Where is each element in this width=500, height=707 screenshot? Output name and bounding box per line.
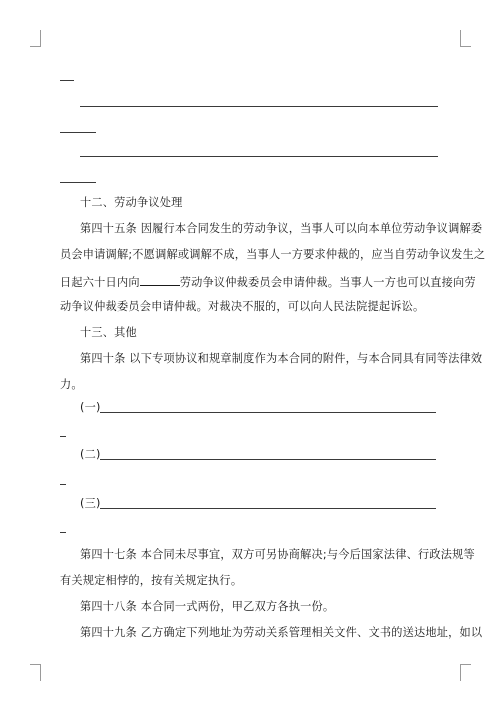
fill-line-stub: [60, 132, 96, 133]
article-46-line-2: 力。: [60, 378, 83, 391]
article-45-line-1: 第四十五条 因履行本合同发生的劳动争议，当事人可以向本单位劳动争议调解委: [80, 222, 483, 235]
crop-mark-top-left: [30, 30, 41, 47]
attachment-fill-line: [100, 508, 436, 509]
article-46-line-1: 第四十条 以下专项协议和规章制度作为本合同的附件，与本合同具有同等法律效: [80, 352, 483, 365]
attachment-item-label: (二): [80, 448, 101, 461]
fill-line-stub: [60, 436, 66, 437]
arbitration-committee-blank: [140, 274, 180, 286]
fill-line-stub: [60, 484, 66, 485]
article-48: 第四十八条 本合同一式两份，甲乙双方各执一份。: [80, 600, 335, 613]
fill-line-stub: [60, 532, 66, 533]
crop-mark-top-right: [460, 30, 471, 47]
attachment-item-label: (三): [80, 497, 101, 510]
attachment-item-label: (一): [80, 401, 101, 414]
crop-mark-bottom-right: [460, 664, 471, 681]
fill-line-stub: [60, 182, 96, 183]
fill-line: [80, 106, 438, 107]
fill-line-stub: [60, 80, 74, 81]
section-heading-13: 十三、其他: [80, 326, 137, 339]
article-49-line-1: 第四十九条 乙方确定下列地址为劳动关系管理相关文件、文书的送达地址，如以: [80, 626, 483, 639]
fill-line: [80, 156, 438, 157]
article-47-line-2: 有关规定相悖的，按有关规定执行。: [60, 574, 243, 587]
article-45-line-3-pre: 日起六十日内向: [60, 276, 140, 289]
article-45-line-2: 员会申请调解;不愿调解或调解不成，当事人一方要求仲裁的，应当自劳动争议发生之: [60, 248, 486, 261]
article-47-line-1: 第四十七条 本合同未尽事宜，双方可另协商解决;与今后国家法律、行政法规等: [80, 548, 475, 561]
article-45-line-3: [60, 274, 476, 290]
article-45-line-4: 动争议仲裁委员会申请仲裁。对裁决不服的，可以向人民法院提起诉讼。: [60, 300, 425, 313]
crop-mark-bottom-left: [30, 664, 41, 681]
attachment-fill-line: [100, 459, 436, 460]
article-45-line-3-post: 劳动争议仲裁委员会申请仲裁。当事人一方也可以直接向劳: [179, 276, 476, 289]
section-heading-12: 十二、劳动争议处理: [80, 196, 183, 209]
attachment-fill-line: [100, 412, 436, 413]
